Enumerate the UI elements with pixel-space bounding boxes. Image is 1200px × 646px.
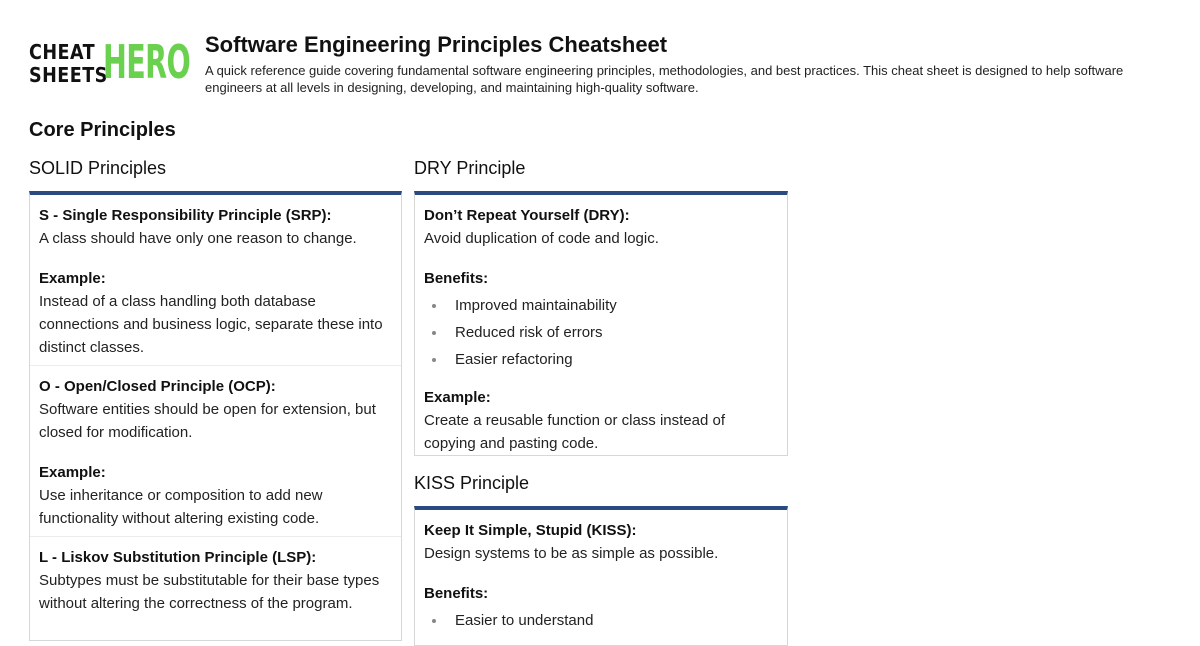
dry-card (414, 191, 788, 456)
logo-sheets-text: SHEETS (29, 63, 108, 87)
benefit-text: Easier refactoring (455, 351, 573, 368)
benefit-text: Easier to understand (455, 612, 594, 629)
dry-title: DRY Principle (414, 158, 526, 178)
bullet-dot-icon (432, 331, 436, 335)
benefit-text: Reduced risk of errors (455, 324, 603, 341)
solid-card (29, 191, 402, 641)
srp-definition: A class should have only one reason to change. (39, 230, 357, 247)
kiss-benefits-label: Benefits: (424, 585, 489, 602)
srp-example-label: Example: (39, 270, 106, 287)
benefit-text: Improved maintainability (455, 297, 617, 314)
dry-definition: Avoid duplication of code and logic. (424, 230, 659, 247)
kiss-definition: Design systems to be as simple as possible. (424, 545, 719, 562)
logo-cheat-text: CHEAT (29, 40, 96, 64)
section-title: Core Principles (29, 119, 176, 141)
list-item (424, 346, 778, 373)
page-description: A quick reference guide covering fundamental software engineering principles, methodologies, and best practices. This cheat sheet is designed to help software engineers at all levels in designing, developing, and maintaining high-quality software. (205, 63, 1124, 95)
lsp-definition: Subtypes must be substitutable for their base types without altering the correctness of the program. (39, 572, 380, 612)
logo-hero-text: HERO (103, 35, 191, 89)
kiss-card (414, 506, 788, 646)
cheatsheets-hero-logo[interactable] (29, 35, 191, 89)
solid-title: SOLID Principles (29, 158, 167, 178)
ocp-term: O - Open/Closed Principle (OCP): (39, 378, 276, 395)
kiss-term: Keep It Simple, Stupid (KISS): (424, 522, 637, 539)
dry-example: Create a reusable function or class instead of copying and pasting code. (424, 412, 726, 452)
kiss-block (415, 510, 787, 640)
ocp-definition: Software entities should be open for extension, but closed for modification. (39, 401, 376, 441)
solid-lsp-block (30, 537, 401, 621)
list-item (424, 292, 778, 319)
solid-ocp-block (30, 366, 401, 537)
lsp-term: L - Liskov Substitution Principle (LSP): (39, 549, 317, 566)
ocp-example: Use inheritance or composition to add new functionality without altering existing code. (39, 487, 323, 527)
list-item (424, 319, 778, 346)
kiss-title: KISS Principle (414, 473, 530, 493)
srp-term: S - Single Responsibility Principle (SRP): (39, 207, 332, 224)
dry-example-label: Example: (424, 389, 491, 406)
bullet-dot-icon (432, 358, 436, 362)
bullet-dot-icon (432, 619, 436, 623)
page-header (205, 32, 1165, 96)
dry-block (415, 195, 787, 456)
page-title: Software Engineering Principles Cheatsheet (205, 32, 668, 57)
dry-benefits-label: Benefits: (424, 270, 489, 287)
solid-srp-block (30, 195, 401, 366)
dry-benefits-list (424, 292, 778, 373)
ocp-example-label: Example: (39, 464, 106, 481)
dry-term: Don’t Repeat Yourself (DRY): (424, 207, 630, 224)
srp-example: Instead of a class handling both database connections and business logic, separate these into distinct classes. (39, 293, 383, 356)
bullet-dot-icon (432, 304, 436, 308)
